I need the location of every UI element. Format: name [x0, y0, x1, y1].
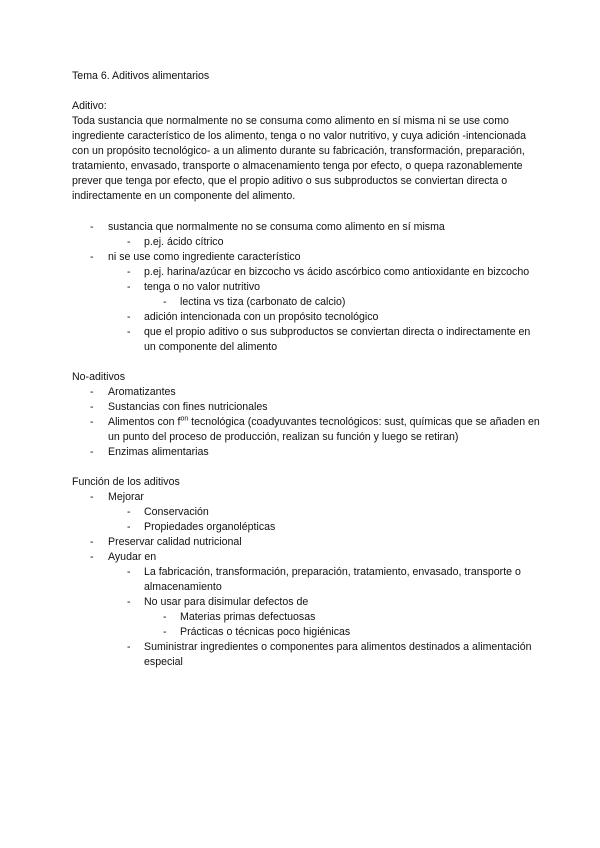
- list-item-text: tecnológica (coadyuvantes tecnológicos: sust, químicas que se añaden en un punto del proceso de producción, realizan su función y luego se retiran): [108, 416, 540, 443]
- list-item: [72, 415, 542, 445]
- list-item-text: Conservación: [144, 506, 209, 518]
- dash-bullet: -: [127, 506, 131, 518]
- list-item-text: Mejorar: [108, 491, 144, 503]
- list-item: [72, 445, 542, 460]
- document-title: Tema 6. Aditivos alimentarios: [72, 70, 210, 82]
- list-item-text: Alimentos con f: [108, 416, 181, 428]
- list-item-text: Preservar calidad nutricional: [108, 536, 242, 548]
- no-aditivos-list: [72, 385, 542, 460]
- dash-bullet: -: [127, 566, 131, 578]
- dash-bullet: -: [90, 251, 94, 263]
- list-item: [72, 505, 542, 520]
- dash-bullet: -: [90, 221, 94, 233]
- dash-bullet: -: [90, 446, 94, 458]
- definition-text: Toda sustancia que normalmente no se consuma como alimento en sí misma ni se use como ingrediente característico de los alimento, tenga o no valor nutritivo, y cuya adición -intencionada con un propósito tecnológico- a un alimento durante su fabricación, transformación, preparación, tratamiento, envasado, transporte o almacenamiento tenga por efecto, o quepa razonablemente prever que tenga por efecto, que el propio aditivo o sus subproductos se conviertan directa o indirectamente en un componente del alimento.: [72, 115, 527, 202]
- list-item: [72, 490, 542, 505]
- dash-bullet: -: [127, 596, 131, 608]
- list-item: [72, 640, 542, 670]
- dash-bullet: -: [127, 521, 131, 533]
- list-item-text: sustancia que normalmente no se consuma como alimento en sí misma: [108, 221, 445, 233]
- list-item-text: La fabricación, transformación, preparación, tratamiento, envasado, transporte o almacenamiento: [144, 566, 521, 593]
- criteria-list: [72, 220, 542, 355]
- list-item-text: Propiedades organolépticas: [144, 521, 276, 533]
- superscript: on: [180, 415, 189, 423]
- list-item: [72, 535, 542, 550]
- list-item: [72, 385, 542, 400]
- dash-bullet: -: [127, 641, 131, 653]
- list-item-text: Ayudar en: [108, 551, 157, 563]
- list-item-text: Prácticas o técnicas poco higiénicas: [180, 626, 351, 638]
- dash-bullet: -: [90, 416, 94, 428]
- definition-heading: Aditivo:: [72, 100, 107, 112]
- list-item-text: No usar para disimular defectos de: [144, 596, 309, 608]
- list-item-text: lectina vs tiza (carbonato de calcio): [180, 296, 346, 308]
- list-item-text: tenga o no valor nutritivo: [144, 281, 261, 293]
- dash-bullet: -: [90, 551, 94, 563]
- list-item: [72, 295, 542, 310]
- document-page: [72, 69, 542, 670]
- list-item: [72, 265, 542, 280]
- dash-bullet: -: [90, 386, 94, 398]
- list-item: [72, 400, 542, 415]
- list-item-text: que el propio aditivo o sus subproductos se conviertan directa o indirectamente en un componente del alimento: [144, 326, 531, 353]
- list-item: [72, 235, 542, 250]
- list-item: [72, 280, 542, 295]
- list-item: [72, 595, 542, 610]
- dash-bullet: -: [127, 281, 131, 293]
- list-item-text: p.ej. harina/azúcar en bizcocho vs ácido ascórbico como antioxidante en bizcocho: [144, 266, 530, 278]
- dash-bullet: -: [90, 536, 94, 548]
- list-item-text: Materias primas defectuosas: [180, 611, 316, 623]
- no-aditivos-heading: No-aditivos: [72, 371, 125, 383]
- list-item: [72, 610, 542, 625]
- list-item-text: ni se use como ingrediente característico: [108, 251, 301, 263]
- dash-bullet: -: [127, 326, 131, 338]
- dash-bullet: -: [163, 626, 167, 638]
- dash-bullet: -: [90, 401, 94, 413]
- dash-bullet: -: [127, 311, 131, 323]
- list-item-text: Aromatizantes: [108, 386, 176, 398]
- list-item: [72, 550, 542, 565]
- list-item: [72, 310, 542, 325]
- list-item-text: Enzimas alimentarias: [108, 446, 209, 458]
- dash-bullet: -: [127, 266, 131, 278]
- list-item: [72, 625, 542, 640]
- dash-bullet: -: [127, 236, 131, 248]
- list-item-text: Sustancias con fines nutricionales: [108, 401, 268, 413]
- list-item-text: adición intencionada con un propósito tecnológico: [144, 311, 379, 323]
- funcion-list: [72, 490, 542, 670]
- list-item: [72, 220, 542, 235]
- list-item: [72, 565, 542, 595]
- list-item-text: Suministrar ingredientes o componentes para alimentos destinados a alimentación especial: [144, 641, 532, 668]
- list-item: [72, 325, 542, 355]
- dash-bullet: -: [90, 491, 94, 503]
- dash-bullet: -: [163, 296, 167, 308]
- funcion-heading: Función de los aditivos: [72, 476, 180, 488]
- list-item-text: p.ej. ácido cítrico: [144, 236, 224, 248]
- dash-bullet: -: [163, 611, 167, 623]
- list-item: [72, 520, 542, 535]
- list-item: [72, 250, 542, 265]
